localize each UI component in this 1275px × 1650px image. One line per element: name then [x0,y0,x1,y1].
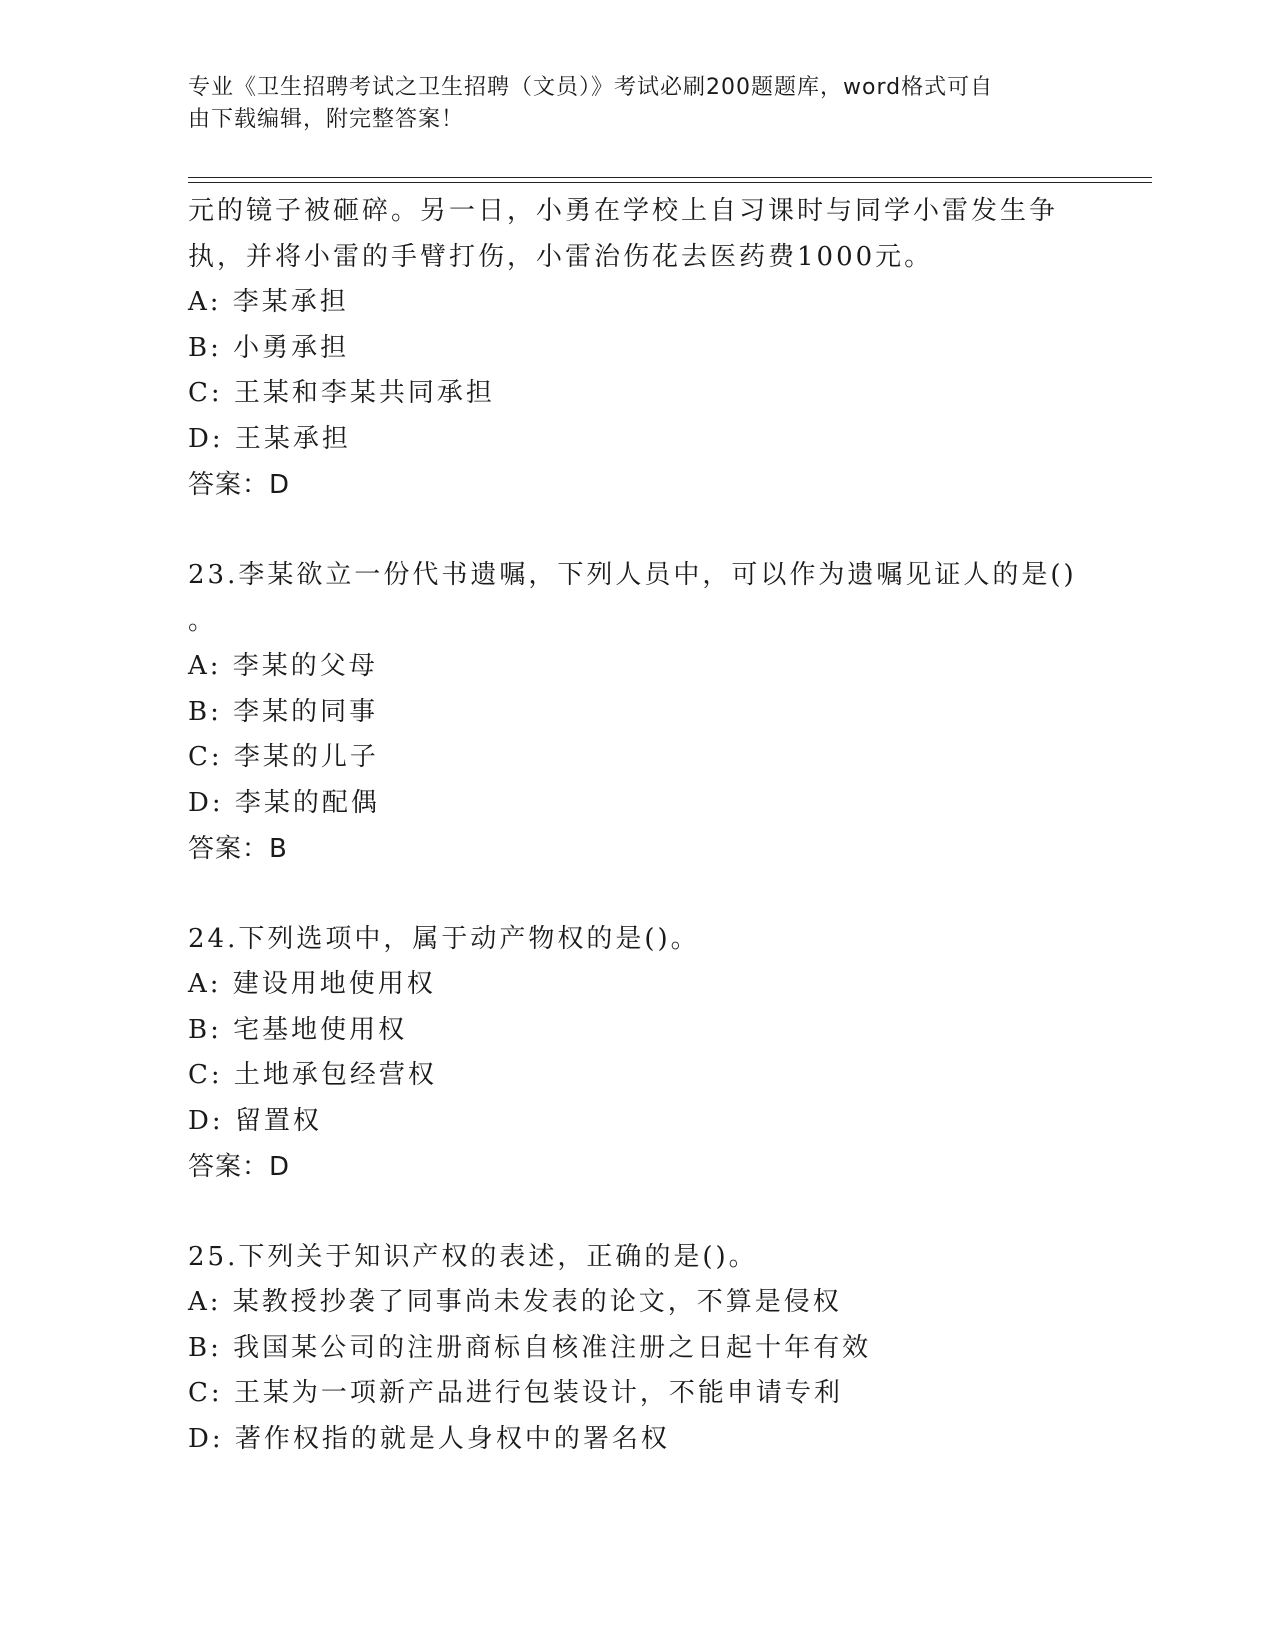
spacer [188,1190,1088,1234]
option-a: A: 某教授抄袭了同事尚未发表的论文，不算是侵权 [188,1287,842,1317]
header-divider-top [188,177,1152,178]
question-stem-continued: 元的镜子被砸碎。另一日，小勇在学校上自习课时与同学小雷发生争 [188,196,1059,226]
answer-line: 答案：D [188,470,291,500]
question-22 [188,188,1088,508]
option-c: C: 王某为一项新产品进行包装设计，不能申请专利 [188,1378,843,1408]
option-b: B: 宅基地使用权 [188,1014,408,1045]
option-d: D: 著作权指的就是人身权中的署名权 [188,1423,670,1454]
question-stem: 24.下列选项中，属于动产物权的是()。 [188,924,700,954]
option-c: C: 土地承包经营权 [188,1060,437,1090]
option-b: B: 我国某公司的注册商标自核准注册之日起十年有效 [188,1332,872,1363]
question-stem: 25.下列关于知识产权的表述，正确的是()。 [188,1242,758,1272]
header-line-1: 专业《卫生招聘考试之卫生招聘（文员）》考试必刷200题题库，word格式可自 [188,75,994,100]
header-divider-bottom [188,182,1152,183]
question-23 [188,552,1088,872]
option-b: B: 小勇承担 [188,332,350,363]
option-a: A: 李某的父母 [188,651,378,681]
answer-line: 答案：B [188,834,288,864]
question-24 [188,916,1088,1190]
option-a: A: 建设用地使用权 [188,969,436,999]
question-stem: 23.李某欲立一份代书遗嘱，下列人员中，可以作为遗嘱见证人的是() [188,560,1077,590]
option-b: B: 李某的同事 [188,696,379,727]
option-c: C: 李某的儿子 [188,742,379,772]
document-header [188,72,1068,136]
header-line-2: 由下载编辑，附完整答案！ [188,107,465,132]
option-c: C: 王某和李某共同承担 [188,378,495,408]
question-stem-end: 。 [188,606,218,636]
question-content [188,188,1088,1462]
question-stem-continued: 执，并将小雷的手臂打伤，小雷治伤花去医药费1000元。 [188,242,934,272]
option-a: A: 李某承担 [188,287,349,317]
spacer [188,508,1088,552]
spacer [188,872,1088,916]
option-d: D: 王某承担 [188,423,351,454]
question-25 [188,1234,1088,1462]
option-d: D: 留置权 [188,1105,322,1136]
answer-line: 答案：D [188,1152,291,1182]
option-d: D: 李某的配偶 [188,787,380,818]
